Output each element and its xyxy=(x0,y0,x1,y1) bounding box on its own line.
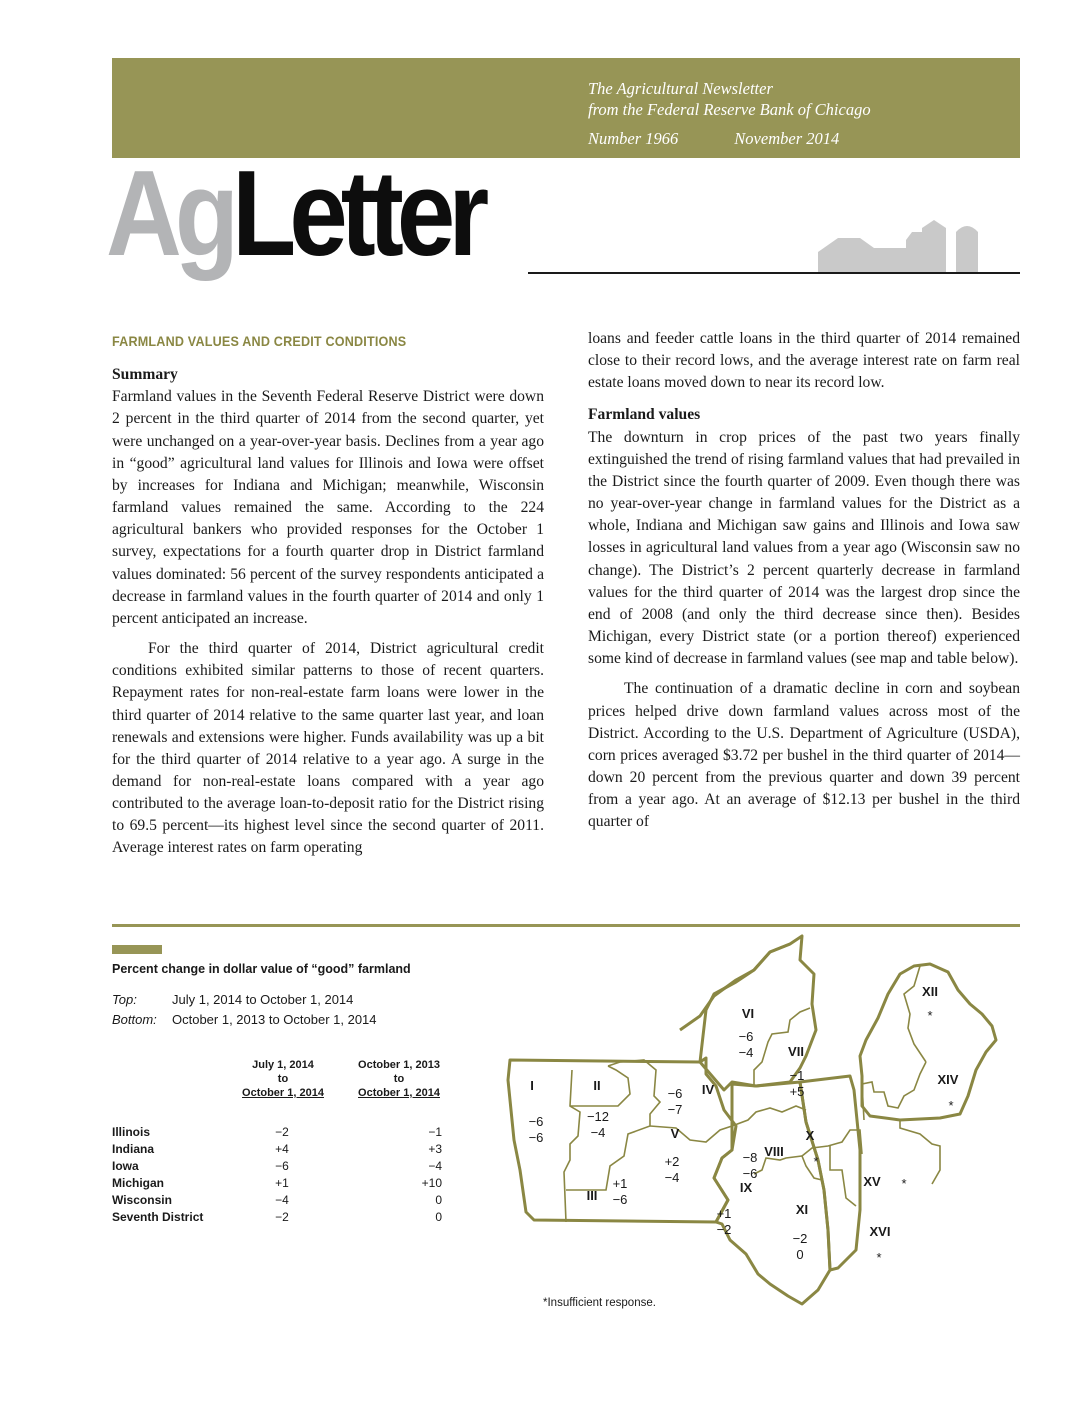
district-value-top: −2 xyxy=(792,1231,808,1246)
agletter-logo xyxy=(106,145,483,281)
legend-bottom-value: October 1, 2013 to October 1, 2014 xyxy=(172,1012,377,1027)
district-value-bottom: −4 xyxy=(664,1170,680,1185)
legend-top-label: Top: xyxy=(112,992,137,1007)
col2-line-3: October 1, 2014 xyxy=(358,1087,440,1099)
district-label-ix: IX xyxy=(739,1180,753,1195)
table-state-cell: Iowa xyxy=(112,1159,139,1173)
article-right-column xyxy=(588,328,1020,833)
district-value-top: +2 xyxy=(664,1154,680,1169)
table-row xyxy=(112,1124,452,1141)
district-label-vi: VI xyxy=(741,1006,755,1021)
district-label-iii: III xyxy=(586,1188,598,1203)
summary-heading: Summary xyxy=(112,366,178,384)
district-label-x: X xyxy=(805,1128,815,1143)
summary-paragraph-2: For the third quarter of 2014, District agricultural credit conditions exhibited similar patterns to those of recent quarters. Repayment rates for non-real-estate farm loans were lower in the third quarter of 2014 relative to the same quarter last year, and loan renewals and extensions were higher. Funds availability was up a bit for the third quarter of 2014 relative to a year ago. A surge in the demand for non-real-estate loans compared with a year ago contributed to the average loan-to-deposit ratio for the District rising to 69.5 percent—its highest level since the second quarter of 2011. Average interest rates on farm operating xyxy=(112,640,544,857)
district-value-top: * xyxy=(876,1250,882,1265)
district-label-v: V xyxy=(670,1126,680,1141)
col1-line-1: July 1, 2014 xyxy=(252,1059,314,1071)
district-value-top: −6 xyxy=(528,1114,544,1129)
table-state-cell: Indiana xyxy=(112,1142,155,1156)
farm-buildings-icon xyxy=(816,220,988,272)
table-annual-cell: 0 xyxy=(435,1210,442,1224)
table-row xyxy=(112,1158,452,1175)
district-value-top: +1 xyxy=(612,1176,628,1191)
figure-footnote: *Insufficient response. xyxy=(543,1297,656,1309)
issue-info xyxy=(588,128,1008,149)
newsletter-line-1: The Agricultural Newsletter xyxy=(588,79,773,98)
legend-top-value: July 1, 2014 to October 1, 2014 xyxy=(172,992,354,1007)
district-value-bottom: +5 xyxy=(789,1084,805,1099)
district-label-iv: IV xyxy=(701,1082,715,1097)
illinois-outline xyxy=(714,1082,830,1304)
header-rule xyxy=(528,272,1020,274)
newsletter-info xyxy=(588,78,1008,149)
district-value-bottom: −6 xyxy=(528,1130,544,1145)
table-annual-cell: −4 xyxy=(428,1159,442,1173)
district-label-xv: XV xyxy=(863,1174,881,1189)
col2-line-2: to xyxy=(393,1073,405,1085)
table-row xyxy=(112,1175,452,1192)
issue-number: Number 1966 xyxy=(588,129,679,148)
table-quarterly-cell: +4 xyxy=(275,1142,289,1156)
table-state-cell: Illinois xyxy=(112,1125,151,1139)
district-value-top: * xyxy=(948,1098,954,1113)
section-divider xyxy=(112,924,1020,927)
table-quarterly-cell: −2 xyxy=(275,1125,289,1139)
district-value-top: +1 xyxy=(716,1206,732,1221)
table-annual-cell: +3 xyxy=(428,1142,442,1156)
col1-line-2: to xyxy=(277,1073,289,1085)
district-value-bottom: −7 xyxy=(667,1102,683,1117)
district-value-bottom: −2 xyxy=(716,1222,732,1237)
district-label-viii: VIII xyxy=(764,1144,784,1159)
district-value-top: * xyxy=(901,1176,907,1191)
col2-line-1: October 1, 2013 xyxy=(358,1059,440,1071)
farmland-paragraph-1: The downturn in crop prices of the past two years finally extinguished the trend of rising farmland values that had prevailed in the District since the fourth quarter of 2009. Even though there was no year-over-year change in farmland values for the District as a whole, Indiana and Michigan saw gains and Illinois and Iowa saw losses in agricultural land values from a year ago (Wisconsin saw no change). The District’s 2 percent quarterly decrease in farmland values for the third quarter of 2014 was the largest drop since the end of 2008 (and only the third decrease since then). Besides Michigan, every District state (or a portion thereof) experienced some kind of decrease in farmland values (see map and table below). xyxy=(588,428,1020,668)
district-value-top: * xyxy=(813,1154,819,1169)
table-body xyxy=(112,1124,452,1226)
table-row xyxy=(112,1209,452,1226)
district-value-top: −8 xyxy=(742,1150,758,1165)
indiana-outline xyxy=(800,1076,860,1270)
district-value-bottom: −4 xyxy=(738,1045,754,1060)
table-annual-cell: 0 xyxy=(435,1193,442,1207)
district-label-i: I xyxy=(530,1078,534,1093)
issue-date: November 2014 xyxy=(734,129,840,148)
district-label-xvi: XVI xyxy=(869,1224,891,1239)
michigan-upper-outline xyxy=(680,944,790,1030)
farmland-values-heading: Farmland values xyxy=(588,406,701,424)
table-quarterly-cell: +1 xyxy=(275,1176,289,1190)
district-value-bottom: −4 xyxy=(590,1125,606,1140)
legend-bottom-label: Bottom: xyxy=(112,1012,157,1027)
section-title: FARMLAND VALUES AND CREDIT CONDITIONS xyxy=(112,333,407,349)
table-quarterly-cell: −2 xyxy=(275,1210,289,1224)
district-label-xiv: XIV xyxy=(937,1072,959,1087)
district-value-top: −12 xyxy=(586,1109,610,1124)
logo-ag: Ag xyxy=(106,145,233,281)
table-quarterly-cell: −4 xyxy=(275,1193,289,1207)
table-state-cell: Wisconsin xyxy=(112,1193,172,1207)
district-labels xyxy=(529,984,959,1265)
district-value-bottom: −6 xyxy=(742,1166,758,1181)
col1-line-3: October 1, 2014 xyxy=(242,1087,324,1099)
district-value-top: −6 xyxy=(667,1086,683,1101)
figure-legend xyxy=(112,990,512,1030)
summary-paragraph-1: Farmland values in the Seventh Federal Reserve District were down 2 percent in the third quarter of 2014 from the second quarter, yet were unchanged on a year-over-year basis. Declines from a year ago in “good” agricultural land values for Illinois and Iowa were offset by increases for Indiana and Michigan; meanwhile, Wisconsin farmland values remained the same. According to the 224 agricultural bankers who provided responses for the October 1 survey, expectations for a fourth quarter drop in District farmland values dominated: 56 percent of the survey respondents anticipated a decrease in farmland values in the fourth quarter of 2014 and only 1 percent anticipated an increase. xyxy=(112,388,544,627)
table-quarterly-cell: −6 xyxy=(275,1159,289,1173)
table-annual-cell: +10 xyxy=(421,1176,442,1190)
district-label-xi: XI xyxy=(795,1202,809,1217)
table-state-cell: Michigan xyxy=(112,1176,165,1190)
table-column-header-quarterly xyxy=(228,1058,338,1100)
table-annual-cell: −1 xyxy=(428,1125,442,1139)
district-label-vii: VII xyxy=(788,1044,804,1059)
district-value-top: * xyxy=(927,1008,933,1023)
table-row xyxy=(112,1192,452,1209)
table-column-header-annual xyxy=(344,1058,454,1100)
article-left-column xyxy=(112,328,544,860)
district-value-top: −1 xyxy=(789,1068,805,1083)
figure-title: Percent change in dollar value of “good” farmland xyxy=(112,962,411,976)
district-value-bottom: 0 xyxy=(796,1247,804,1262)
farmland-paragraph-2: The continuation of a dramatic decline in corn and soybean prices helped drive down farmland values across most of the District. According to the U.S. Department of Agriculture (USDA), corn prices averaged $3.72 per bushel in the third quarter of 2014—down 20 percent from the previous quarter and down 39 percent from a year ago. At an average of $12.13 per bushel in the third quarter of xyxy=(588,680,1020,831)
figure-tab-marker xyxy=(112,945,162,954)
district-value-top: −6 xyxy=(738,1029,754,1044)
table-state-cell: Seventh District xyxy=(112,1210,204,1224)
logo-letter: Letter xyxy=(232,145,483,281)
right-paragraph-1: loans and feeder cattle loans in the third quarter of 2014 remained close to their record lows, and the average interest rate on farm real estate loans moved down to near its record low. xyxy=(588,330,1020,392)
newsletter-line-2: from the Federal Reserve Bank of Chicago xyxy=(588,100,871,119)
district-value-bottom: −6 xyxy=(612,1192,628,1207)
table-row xyxy=(112,1141,452,1158)
seventh-district-map xyxy=(500,930,1020,1330)
district-label-xii: XII xyxy=(922,984,938,999)
district-label-ii: II xyxy=(593,1078,601,1093)
